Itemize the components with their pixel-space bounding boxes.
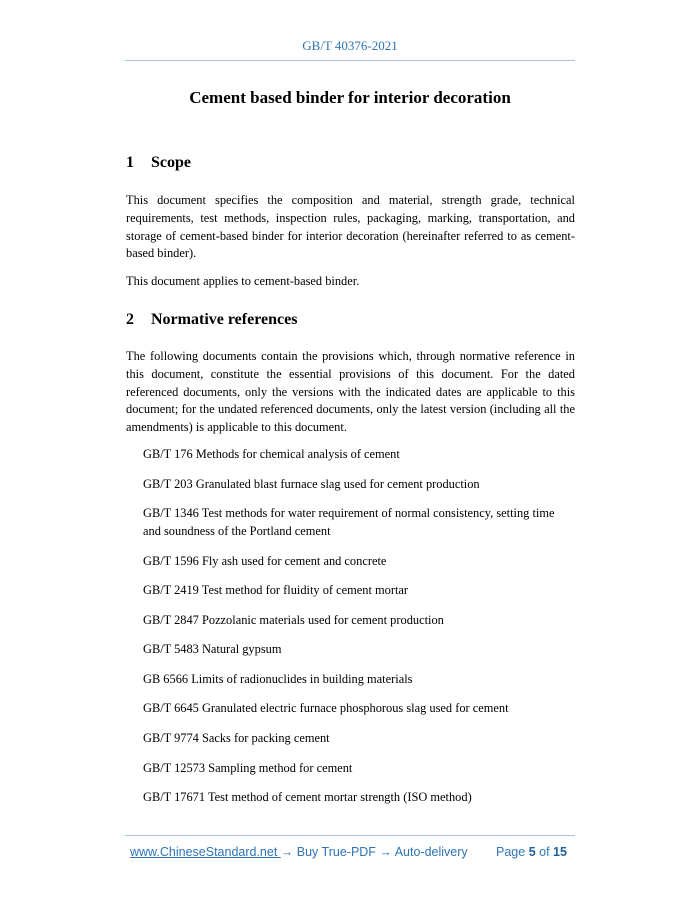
page-label: Page — [496, 845, 526, 859]
reference-item: GB/T 176 Methods for chemical analysis of cement — [143, 447, 400, 461]
promo-text: → Buy True-PDF → Auto-delivery — [280, 845, 468, 859]
scope-paragraph-1: This document specifies the composition and material, strength grade, technical requirements, test methods, inspection rules, packaging, marking, transportation, and storage of cement-based binder for interior decoration (hereinafter referred to as cement-based binder). — [126, 193, 575, 261]
reference-item: GB 6566 Limits of radionuclides in building materials — [143, 672, 413, 686]
site-link[interactable]: www.ChineseStandard.net — [130, 845, 281, 859]
reference-item: GB/T 9774 Sacks for packing cement — [143, 731, 330, 745]
document-title: Cement based binder for interior decoration — [189, 88, 511, 107]
section-number: 2 — [126, 311, 134, 328]
section-number: 1 — [126, 154, 134, 171]
footer-divider — [125, 835, 575, 836]
page-indicator — [496, 845, 567, 859]
section-title: Scope — [151, 154, 191, 171]
reference-item: GB/T 12573 Sampling method for cement — [143, 761, 353, 775]
header-divider — [125, 60, 575, 61]
reference-item: GB/T 17671 Test method of cement mortar strength (ISO method) — [143, 790, 472, 804]
reference-item: GB/T 2847 Pozzolanic materials used for cement production — [143, 613, 444, 627]
scope-paragraph-2: This document applies to cement-based binder. — [126, 274, 360, 288]
normative-references-paragraph: The following documents contain the provisions which, through normative reference in this document, constitute the essential provisions of this document. For the dated referenced documents, only the versions with the indicated dates are applicable to this document; for the undated referenced documents, only the latest version (including all the amendments) is applicable to this document. — [126, 349, 575, 435]
reference-item: GB/T 2419 Test method for fluidity of cement mortar — [143, 583, 409, 597]
section-heading-normative-references — [126, 311, 575, 329]
of-label: of — [539, 845, 550, 859]
header-standard-code: GB/T 40376-2021 — [302, 38, 398, 53]
reference-item: GB/T 203 Granulated blast furnace slag used for cement production — [143, 477, 480, 491]
reference-item: GB/T 1346 Test methods for water requirement of normal consistency, setting time and soundness of the Portland cement — [143, 506, 555, 538]
reference-item: GB/T 5483 Natural gypsum — [143, 642, 282, 656]
reference-item: GB/T 6645 Granulated electric furnace phosphorous slag used for cement — [143, 701, 509, 715]
reference-item: GB/T 1596 Fly ash used for cement and concrete — [143, 554, 387, 568]
footer-promo — [130, 845, 468, 859]
total-pages: 15 — [553, 845, 567, 859]
section-title: Normative references — [151, 311, 298, 328]
section-heading-scope — [126, 154, 575, 172]
current-page: 5 — [528, 845, 536, 859]
